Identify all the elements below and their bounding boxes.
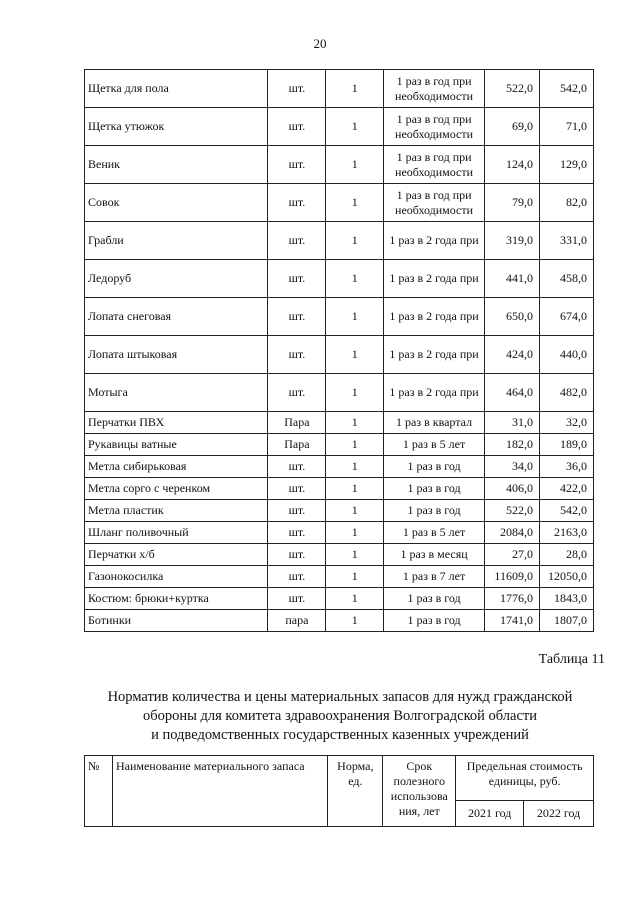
table-row bbox=[85, 108, 594, 146]
item-frequency: 1 раз в год bbox=[384, 610, 485, 632]
header-term: Срок полезного использова ния, лет bbox=[383, 756, 456, 827]
item-qty: 1 bbox=[326, 588, 384, 610]
table-title-line: и подведомственных государственных казенных учреждений bbox=[151, 727, 529, 743]
item-name: Метла сибирьковая bbox=[85, 456, 268, 478]
item-name: Щетка утюжок bbox=[85, 108, 268, 146]
item-frequency: 1 раз в 5 лет bbox=[384, 522, 485, 544]
item-price-2022: 331,0 bbox=[539, 222, 593, 260]
table-row bbox=[85, 146, 594, 184]
table-row bbox=[85, 610, 594, 632]
item-frequency: 1 раз в квартал bbox=[384, 412, 485, 434]
item-frequency: 1 раз в год bbox=[384, 456, 485, 478]
item-price-2021: 2084,0 bbox=[485, 522, 540, 544]
item-price-2021: 319,0 bbox=[485, 222, 540, 260]
item-qty: 1 bbox=[326, 434, 384, 456]
item-unit: шт. bbox=[268, 184, 326, 222]
item-qty: 1 bbox=[326, 260, 384, 298]
item-frequency: 1 раз в 2 года при bbox=[384, 298, 485, 336]
table11-header bbox=[84, 755, 594, 827]
item-price-2021: 79,0 bbox=[485, 184, 540, 222]
item-price-2021: 1741,0 bbox=[485, 610, 540, 632]
item-unit: шт. bbox=[268, 500, 326, 522]
item-name: Лопата снеговая bbox=[85, 298, 268, 336]
table-title-line: Норматив количества и цены материальных запасов для нужд гражданской bbox=[107, 689, 573, 705]
header-num: № bbox=[85, 756, 113, 827]
table-row bbox=[85, 522, 594, 544]
header-2022: 2022 год bbox=[524, 800, 594, 826]
item-price-2022: 422,0 bbox=[539, 478, 593, 500]
table-row bbox=[85, 566, 594, 588]
item-unit: шт. bbox=[268, 222, 326, 260]
item-unit: шт. bbox=[268, 478, 326, 500]
item-unit: шт. bbox=[268, 544, 326, 566]
item-unit: шт. bbox=[268, 146, 326, 184]
header-2021: 2021 год bbox=[456, 800, 524, 826]
item-price-2022: 82,0 bbox=[539, 184, 593, 222]
item-qty: 1 bbox=[326, 184, 384, 222]
item-price-2021: 650,0 bbox=[485, 298, 540, 336]
table-title bbox=[60, 688, 620, 745]
item-unit: Пара bbox=[268, 412, 326, 434]
item-qty: 1 bbox=[326, 70, 384, 108]
item-unit: шт. bbox=[268, 566, 326, 588]
header-price: Предельная стоимость единицы, руб. bbox=[456, 756, 594, 801]
table-row bbox=[85, 456, 594, 478]
item-name: Метла сорго с черенком bbox=[85, 478, 268, 500]
item-unit: шт. bbox=[268, 456, 326, 478]
item-unit: шт. bbox=[268, 260, 326, 298]
item-frequency: 1 раз в год bbox=[384, 500, 485, 522]
item-name: Ледоруб bbox=[85, 260, 268, 298]
item-qty: 1 bbox=[326, 478, 384, 500]
materials-table bbox=[84, 69, 594, 632]
item-frequency: 1 раз в 2 года при bbox=[384, 222, 485, 260]
item-name: Совок bbox=[85, 184, 268, 222]
item-price-2022: 674,0 bbox=[539, 298, 593, 336]
item-price-2021: 1776,0 bbox=[485, 588, 540, 610]
item-name: Ботинки bbox=[85, 610, 268, 632]
item-frequency: 1 раз в год bbox=[384, 588, 485, 610]
page-number: 20 bbox=[313, 36, 327, 51]
item-price-2022: 189,0 bbox=[539, 434, 593, 456]
item-name: Перчатки х/б bbox=[85, 544, 268, 566]
item-unit: шт. bbox=[268, 588, 326, 610]
item-price-2021: 522,0 bbox=[485, 500, 540, 522]
item-qty: 1 bbox=[326, 522, 384, 544]
item-frequency: 1 раз в год при необходимости bbox=[384, 108, 485, 146]
table-row bbox=[85, 222, 594, 260]
item-qty: 1 bbox=[326, 146, 384, 184]
item-qty: 1 bbox=[326, 108, 384, 146]
item-price-2022: 1807,0 bbox=[539, 610, 593, 632]
item-frequency: 1 раз в год bbox=[384, 478, 485, 500]
table-row bbox=[85, 478, 594, 500]
item-frequency: 1 раз в 2 года при bbox=[384, 260, 485, 298]
table-row bbox=[85, 588, 594, 610]
item-name: Лопата штыковая bbox=[85, 336, 268, 374]
item-name: Мотыга bbox=[85, 374, 268, 412]
item-name: Щетка для пола bbox=[85, 70, 268, 108]
item-unit: шт. bbox=[268, 298, 326, 336]
item-frequency: 1 раз в 2 года при bbox=[384, 374, 485, 412]
item-frequency: 1 раз в год при необходимости bbox=[384, 70, 485, 108]
item-unit: шт. bbox=[268, 336, 326, 374]
item-unit: шт. bbox=[268, 108, 326, 146]
item-name: Газонокосилка bbox=[85, 566, 268, 588]
item-price-2021: 522,0 bbox=[485, 70, 540, 108]
item-name: Шланг поливочный bbox=[85, 522, 268, 544]
item-qty: 1 bbox=[326, 222, 384, 260]
item-price-2021: 182,0 bbox=[485, 434, 540, 456]
item-unit: Пара bbox=[268, 434, 326, 456]
item-qty: 1 bbox=[326, 336, 384, 374]
table-row bbox=[85, 70, 594, 108]
item-qty: 1 bbox=[326, 566, 384, 588]
item-unit: шт. bbox=[268, 374, 326, 412]
header-name: Наименование материального запаса bbox=[112, 756, 327, 827]
item-qty: 1 bbox=[326, 456, 384, 478]
item-price-2021: 406,0 bbox=[485, 478, 540, 500]
item-price-2022: 458,0 bbox=[539, 260, 593, 298]
item-qty: 1 bbox=[326, 412, 384, 434]
item-price-2022: 1843,0 bbox=[539, 588, 593, 610]
item-price-2022: 32,0 bbox=[539, 412, 593, 434]
item-price-2021: 27,0 bbox=[485, 544, 540, 566]
item-frequency: 1 раз в 7 лет bbox=[384, 566, 485, 588]
item-unit: шт. bbox=[268, 522, 326, 544]
item-price-2022: 71,0 bbox=[539, 108, 593, 146]
item-price-2022: 36,0 bbox=[539, 456, 593, 478]
item-unit: шт. bbox=[268, 70, 326, 108]
item-frequency: 1 раз в 2 года при bbox=[384, 336, 485, 374]
item-qty: 1 bbox=[326, 544, 384, 566]
item-price-2021: 424,0 bbox=[485, 336, 540, 374]
item-price-2022: 482,0 bbox=[539, 374, 593, 412]
item-price-2021: 69,0 bbox=[485, 108, 540, 146]
table-row bbox=[85, 544, 594, 566]
item-price-2022: 12050,0 bbox=[539, 566, 593, 588]
item-frequency: 1 раз в месяц bbox=[384, 544, 485, 566]
item-price-2022: 28,0 bbox=[539, 544, 593, 566]
table-title-line: обороны для комитета здравоохранения Волгоградской области bbox=[143, 708, 537, 724]
item-name: Метла пластик bbox=[85, 500, 268, 522]
item-price-2022: 542,0 bbox=[539, 70, 593, 108]
item-price-2022: 542,0 bbox=[539, 500, 593, 522]
item-name: Рукавицы ватные bbox=[85, 434, 268, 456]
item-frequency: 1 раз в 5 лет bbox=[384, 434, 485, 456]
item-name: Грабли bbox=[85, 222, 268, 260]
item-frequency: 1 раз в год при необходимости bbox=[384, 184, 485, 222]
item-price-2021: 11609,0 bbox=[485, 566, 540, 588]
item-name: Костюм: брюки+куртка bbox=[85, 588, 268, 610]
table-row bbox=[85, 336, 594, 374]
item-price-2022: 440,0 bbox=[539, 336, 593, 374]
item-name: Веник bbox=[85, 146, 268, 184]
item-price-2022: 2163,0 bbox=[539, 522, 593, 544]
item-qty: 1 bbox=[326, 500, 384, 522]
item-unit: пара bbox=[268, 610, 326, 632]
item-price-2021: 441,0 bbox=[485, 260, 540, 298]
table-row bbox=[85, 434, 594, 456]
item-price-2021: 464,0 bbox=[485, 374, 540, 412]
item-frequency: 1 раз в год при необходимости bbox=[384, 146, 485, 184]
item-qty: 1 bbox=[326, 298, 384, 336]
header-norm: Норма, ед. bbox=[328, 756, 383, 827]
table-row bbox=[85, 412, 594, 434]
table-row bbox=[85, 374, 594, 412]
item-price-2021: 31,0 bbox=[485, 412, 540, 434]
item-price-2022: 129,0 bbox=[539, 146, 593, 184]
item-qty: 1 bbox=[326, 610, 384, 632]
item-qty: 1 bbox=[326, 374, 384, 412]
table-row bbox=[85, 260, 594, 298]
table-row bbox=[85, 500, 594, 522]
item-price-2021: 124,0 bbox=[485, 146, 540, 184]
table-row bbox=[85, 298, 594, 336]
item-name: Перчатки ПВХ bbox=[85, 412, 268, 434]
table-row bbox=[85, 184, 594, 222]
table-label: Таблица 11 bbox=[538, 652, 605, 667]
item-price-2021: 34,0 bbox=[485, 456, 540, 478]
